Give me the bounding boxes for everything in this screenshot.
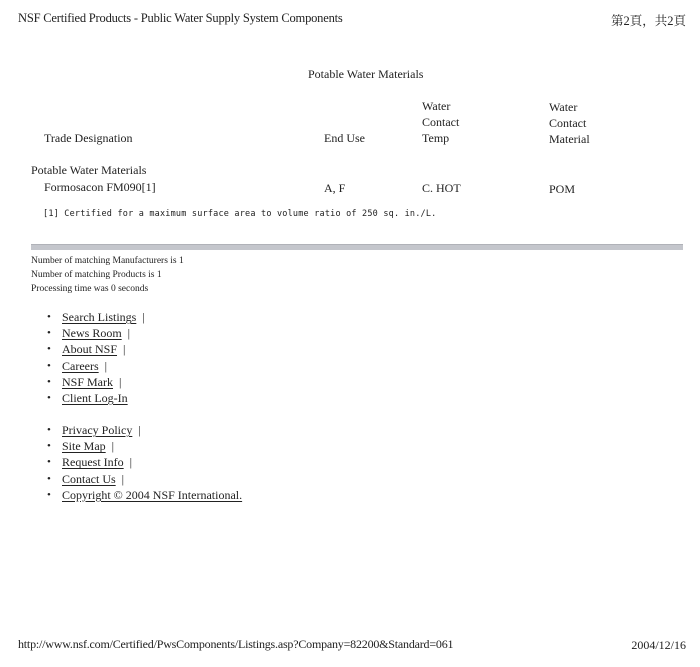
link-site-map[interactable]: Site Map [62,439,106,454]
separator: | [119,374,122,389]
print-footer-url: http://www.nsf.com/Certified/PwsComponents/Listings.asp?Company=82200&Standard=061 [18,637,454,651]
column-header-water-contact-temp: Water Contact Temp [422,99,460,145]
nav-primary-list [30,309,145,406]
list-item [30,390,145,406]
link-nsf-mark[interactable]: NSF Mark [62,374,114,389]
cell-water-contact-temp: C. HOT [422,181,461,195]
separator: | [138,423,141,437]
link-news-room[interactable]: News Room [62,326,122,341]
link-careers[interactable]: Careers [62,358,99,373]
group-label: Potable Water Materials [31,163,147,177]
cell-trade-designation: Formosacon FM090[1] [44,180,156,194]
column-header-trade-designation: Trade Designation [44,131,133,145]
result-stats [31,254,184,296]
stat-products: Number of matching Products is 1 [31,270,162,280]
link-copyright[interactable]: Copyright © 2004 NSF International. [62,487,243,502]
separator: | [129,455,133,470]
list-item [30,309,145,325]
link-request-info[interactable]: Request Info [62,455,124,470]
divider-rule [31,244,683,250]
stat-processing-time: Processing time was 0 seconds [31,284,149,294]
separator: | [121,471,125,486]
column-header-water-contact-material: Water Contact Material [549,100,590,146]
separator: | [127,326,131,341]
list-item [30,325,145,341]
separator: | [104,358,108,373]
list-item [30,487,242,503]
cell-end-use: A, F [324,181,346,195]
nav-secondary-list [30,422,242,503]
separator: | [111,439,115,454]
link-client-log-in[interactable]: Client Log-In [62,390,128,405]
column-header-end-use: End Use [324,131,365,145]
list-item [30,454,242,470]
list-item [30,471,242,487]
cell-water-contact-material: POM [549,182,576,196]
list-item [30,422,242,438]
print-footer-date: 2004/12/16 [631,638,686,652]
link-contact-us[interactable]: Contact Us [62,471,116,486]
separator: | [142,310,145,324]
page-indicator: 第2頁，共2頁 [610,14,686,28]
stat-manufacturers: Number of matching Manufacturers is 1 [31,256,184,266]
separator: | [123,342,126,357]
print-header-title: NSF Certified Products - Public Water Supply System Components [18,11,343,25]
link-about-nsf[interactable]: About NSF [62,342,118,357]
list-item [30,341,145,357]
footnote: [1] Certified for a maximum surface area to volume ratio of 250 sq. in./L. [43,209,437,219]
link-search-listings[interactable]: Search Listings [62,310,137,324]
list-item [30,438,242,454]
section-title: Potable Water Materials [308,67,424,81]
list-item [30,358,145,374]
list-item [30,374,145,390]
link-privacy-policy[interactable]: Privacy Policy [62,423,133,437]
